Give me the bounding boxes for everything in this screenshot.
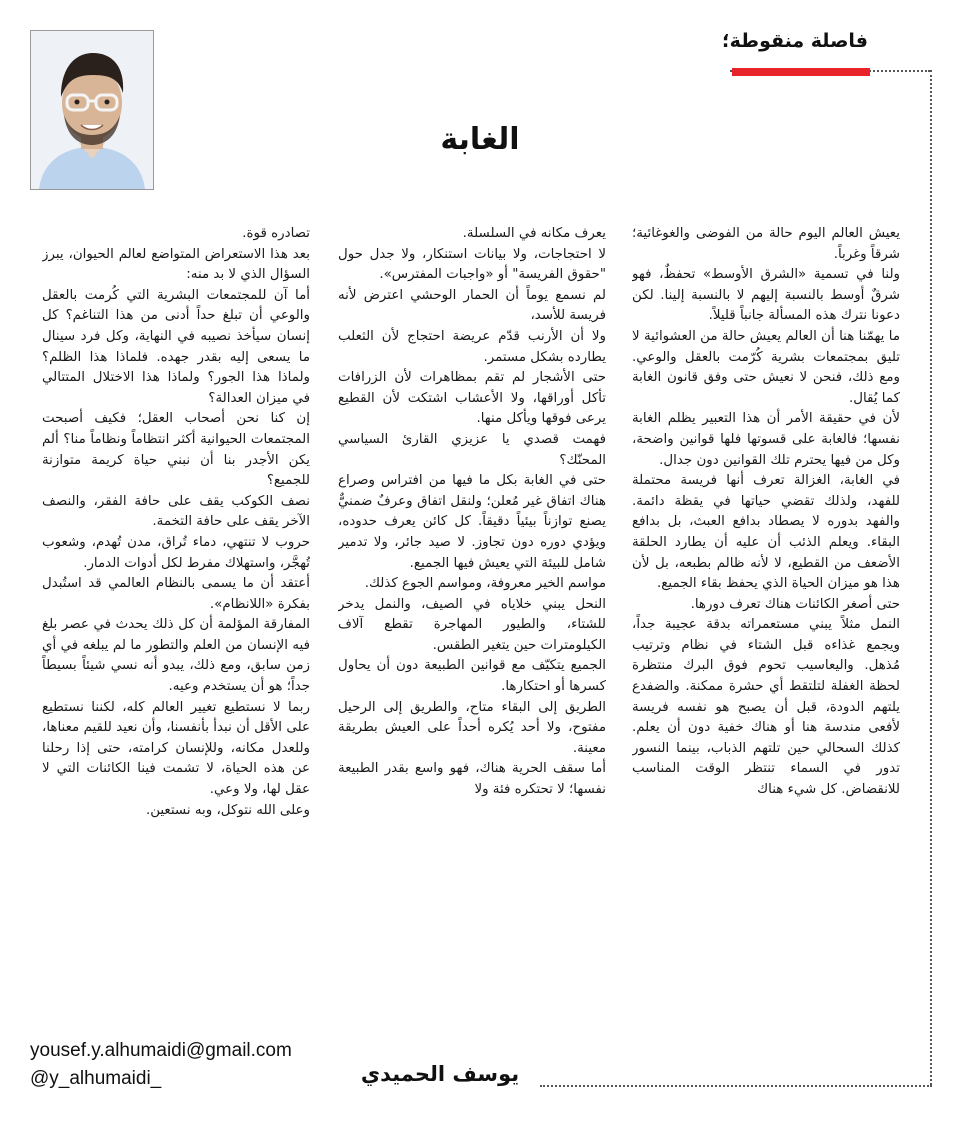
- paragraph: في الغابة، الغزالة تعرف أنها فريسة محتملة للفهد، ولذلك تقضي حياتها في يقظة دائمة. والفهد بدوره لا يصطاد بدافع العبث، بل بدافع البقاء. ويعلم الذئب أن عليه أن يطارد الحلقة الأضعف من القطيع، لا لأنه ظالم بطبعه، بل لأن هذا هو ميزان الحياة الذي يحفظ بقاء الجميع.: [632, 473, 900, 592]
- paragraph: حتى في الغابة بكل ما فيها من افتراس وصراع هناك اتفاق غير مُعلن؛ ولنقل اتفاق وعرفٌ ضمنيٌّ يصنع توازناً بيئياً دقيقاً. كل كائن يعرف حدوده، ويؤدي دوره دون تجاوز. لا صيد جائر، ولا تدمير شامل للبيئة التي يعيش فيها الجميع.: [338, 473, 606, 571]
- paragraph: أعتقد أن ما يسمى بالنظام العالمي قد استُبدل بفكرة «اللانظام».: [42, 576, 310, 612]
- paragraph: يعيش العالم اليوم حالة من الفوضى والغوغائية؛ شرقاً وغرباً.: [632, 226, 900, 262]
- article-column-1: [632, 224, 900, 1024]
- paragraph: الجميع يتكيّف مع قوانين الطبيعة دون أن يحاول كسرها أو احتكارها.: [338, 658, 606, 695]
- paragraph: المفارقة المؤلمة أن كل ذلك يحدث في عصر بلغ فيه الإنسان من العلم والتطور ما لم يبلغه في أي زمن سابق، ومع ذلك، يبدو أنه نسي شيئاً بسيطاً جداً؛ هو أن يستخدم وعيه.: [42, 617, 310, 695]
- article-column-3: [42, 224, 310, 1024]
- frame-right-border: [930, 70, 932, 1085]
- article-title: الغابة: [440, 122, 520, 157]
- paragraph: ربما لا نستطيع تغيير العالم كله، لكننا نستطيع على الأقل أن نبدأ بأنفسنا، وأن نعيد للقيم معناها، وللعدل مكانه، وللإنسان كرامته، حتى إذا رحلنا عن هذه الحياة، لا تشمت فينا الكائنات التي لا عقل لها، ولا وعي.: [42, 699, 310, 798]
- frame-bottom-border: [540, 1085, 932, 1087]
- paragraph: لا احتجاجات، ولا بيانات استنكار، ولا جدل حول "حقوق الفريسة" أو «واجبات المفترس».: [338, 246, 606, 283]
- paragraph: يعرف مكانه في السلسلة.: [462, 226, 606, 241]
- paragraph: النحل يبني خلاياه في الصيف، والنمل يدخر للشتاء، والطيور المهاجرة تقطع آلاف الكيلومترات حين يتغير الطقس.: [338, 596, 606, 653]
- paragraph: مواسم الخير معروفة، ومواسم الجوع كذلك.: [364, 576, 606, 592]
- paragraph: فهمت قصدي يا عزيزي القارئ السياسي المحنّك؟: [338, 431, 606, 468]
- paragraph: بعد هذا الاستعراض المتواضع لعالم الحيوان، يبرز السؤال الذي لا بد منه:: [42, 246, 310, 283]
- paragraph: ولا أن الأرنب قدّم عريضة احتجاج لأن الثعلب يطارده بشكل مستمر.: [338, 328, 606, 365]
- paragraph: نصف الكوكب يقف على حافة الفقر، والنصف الآخر يقف على حافة التخمة.: [42, 493, 310, 530]
- paragraph: حروب لا تنتهي، دماء تُراق، مدن تُهدم، وشعوب تُهجَّر، واستهلاك مفرط لكل أدوات الدمار.: [42, 534, 310, 571]
- section-accent-bar: [732, 68, 870, 76]
- paragraph: النمل مثلاً يبني مستعمراته بدقة عجيبة جداً، ويجمع غذاءه قبل الشتاء في نظام وترتيب مُذهل. واليعاسيب تحوم فوق البرك منتظرة لحظة الغفلة لتلتقط أي حشرة ممكنة. والضفدع يلتهم الدودة، قبل أن يصبح هو نفسه فريسة لأفعى مندسة هنا أو هناك خفية دون أن يعلم. كذلك السحالي حين تلتهم الذباب، بينما النسور تدور في السماء تنتظر الوقت المناسب للانقضاض. كل شيء هناك: [632, 617, 900, 798]
- author-email[interactable]: yousef.y.alhumaidi@gmail.com: [30, 1040, 292, 1061]
- paragraph: أما سقف الحرية هناك، فهو واسع بقدر الطبيعة نفسها؛ لا تحتكره فئة ولا: [338, 761, 606, 798]
- paragraph: أما آن للمجتمعات البشرية التي كُرمت بالعقل والوعي أن تبلغ حداً أدنى من هذا التناغم؟ كل إنسان سيأخذ نصيبه في النهاية، وكل فرد سينال ما يسعى إليه بقدر جهده. فلماذا هذا الظلم؟ ولماذا هذا الجور؟ ولماذا هذا الاختلال المتتالي في ميزان العدالة؟: [42, 287, 310, 406]
- author-handle[interactable]: @y_alhumaidi_: [30, 1068, 162, 1089]
- paragraph: إن كنا نحن أصحاب العقل؛ فكيف أصبحت المجتمعات الحيوانية أكثر انتظاماً ونظاماً منا؟ ألم يكن الأجدر بنا أن نبني حياة كريمة متوازنة للجميع؟: [42, 411, 310, 489]
- article-column-2: [338, 224, 606, 1024]
- paragraph: لأن في حقيقة الأمر أن هذا التعبير يظلم الغابة نفسها؛ فالغابة على قسوتها فلها قوانين واضحة، وكل من فيها يحترم تلك القوانين دون جدال.: [632, 411, 900, 468]
- paragraph: لم نسمع يوماً أن الحمار الوحشي اعترض لأنه فريسة للأسد،: [338, 287, 606, 324]
- paragraph: ولنا في تسمية «الشرق الأوسط» تحفظٌ، فهو شرقٌ أوسط بالنسبة إليهم لا بالنسبة إلينا. لكن دعونا نترك هذه المسألة جانباً قليلاً.: [632, 267, 900, 324]
- author-name: يوسف الحميدي: [360, 1062, 520, 1086]
- paragraph: حتى أصغر الكائنات هناك تعرف دورها.: [690, 596, 900, 612]
- paragraph: تصادره قوة.: [242, 226, 310, 241]
- paragraph: وعلى الله نتوكل، وبه نستعين.: [145, 802, 310, 818]
- section-label: فاصلة منقوطة؛: [722, 30, 868, 52]
- paragraph: ما يهمّنا هنا أن العالم يعيش حالة من العشوائية لا تليق بمجتمعات بشرية كُرّمت بالعقل والوعي. ومع ذلك، فنحن لا نعيش حتى وفق قانون الغابة كما يُقال.: [632, 328, 900, 406]
- paragraph: الطريق إلى البقاء متاح، والطريق إلى الرحيل مفتوح، ولا أحد يُكره أحداً على العيش بطريقة معينة.: [338, 699, 606, 756]
- paragraph: حتى الأشجار لم تقم بمظاهرات لأن الزرافات تأكل أوراقها، ولا الأعشاب اشتكت لأن القطيع يرعى فوقها ويأكل منها.: [338, 370, 606, 427]
- person-portrait-icon: [30, 30, 154, 190]
